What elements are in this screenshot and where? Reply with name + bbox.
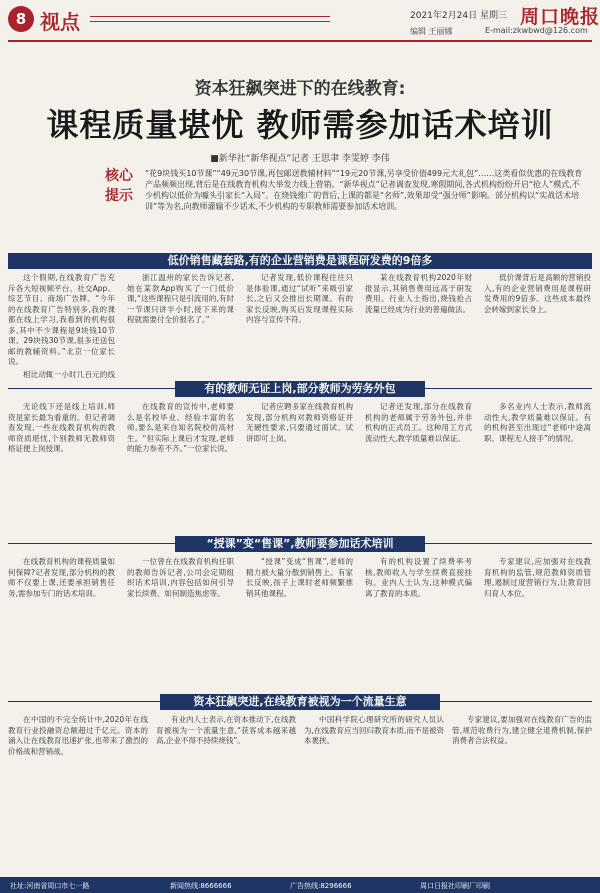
core-tip-text: “花9块钱买10节课”“49元30节课,再包邮送教辅材料”“19元20节课,另享受价值499元大礼包”……这类看似优惠的在线教育产品频频出现,背后是在线教育机构大举发力线上营销。“新华视点”记者调查发现,寒假期间,各式机构纷纷开启“抢人”模式,不少机构以低价为噱头引家长“入局”。在烧钱推广的背后,上课的都是“名师”,效果却受“强分师”影响。部分机构以“实战话术培训”等为名,向教师灌输不少话术,不少机构的专职教师需要参加话术培训。 (145, 169, 583, 211)
section-4-col-3 (304, 715, 444, 873)
section-banner-3: “授课”变“售课”,教师要参加话术培训 (175, 536, 425, 552)
section-3-col-1 (8, 557, 115, 685)
section-3-col-3 (246, 557, 353, 685)
section-2-col-1 (8, 402, 115, 528)
footer-news-hotline: 新闻热线:8666666 (170, 882, 232, 890)
section-3-col-4 (365, 557, 472, 685)
headline-kicker: 资本狂飙突进下的在线教育: (194, 79, 406, 99)
section-1-col-4 (365, 273, 472, 379)
paragraph: 有的机构设置了续费率考核,教师收入与学生续费直接挂钩。业内人士认为,这种模式偏离了教育的本质。 (365, 557, 472, 598)
section-1-col-1 (8, 273, 115, 379)
section-banner-4: 资本狂飙突进,在线教育被视为一个流量生意 (160, 694, 440, 710)
paragraph: 在中国的不完全统计中,2020年在线教育行业投融资总额超过千亿元。资本的涌入让在线教育迅速扩张,也带来了激烈的价格战和营销战。 (8, 715, 148, 756)
paragraph: 记者应聘多家在线教育机构发现,部分机构对教师资格证并无硬性要求,只要通过面试、试讲即可上岗。 (246, 402, 353, 443)
paragraph: 专家建议,要加强对在线教育广告的监管,规范收费行为,建立健全退费机制,保护消费者合法权益。 (452, 715, 592, 745)
footer-bar (0, 877, 600, 893)
paragraph: 低价课背后是高额的营销投入,有的企业营销费用是课程研发费用的9倍多。这些成本最终会转嫁到家长身上。 (484, 273, 591, 314)
editor-email: E-mail:zkwbwd@126.com (485, 26, 588, 35)
section-3-col-2 (127, 557, 234, 685)
byline: ■新华社“新华视点”记者 王思聿 李雯婷 李伟 (210, 154, 390, 164)
footer-ad-hotline: 广告热线:8296666 (290, 882, 352, 890)
section-2-col-2 (127, 402, 234, 528)
footer-printer: 周口日报社印刷厂印刷 (420, 882, 490, 890)
section-4-col-4 (452, 715, 592, 873)
editor-credit: 编辑 王丽娜 (410, 27, 453, 36)
core-tip-label: 核心提示 (105, 168, 133, 204)
section-4-col-1 (8, 715, 148, 873)
section-2-col-4 (365, 402, 472, 528)
section-2-col-5 (484, 402, 591, 528)
section-4-col-2 (156, 715, 296, 873)
paragraph: 某在线教育机构2020年财报显示,其销售费用远高于研发费用。行业人士指出,烧钱抢占流量已经成为行业的普遍做法。 (365, 273, 472, 314)
page-number-badge: 8 (8, 6, 34, 32)
paper-name: 周口晚报 (520, 6, 600, 28)
section-1-col-2 (127, 273, 234, 379)
paragraph: 浙江温州的家长告诉记者,她在某款App购买了一门低价课,“这些课程只是引流用的,有时一节课只讲半小时,接下来的课程就需要付全价报名了。” (127, 273, 234, 324)
paragraph: 记者发现,低价课程往往只是体验课,通过“试听”来吸引家长,之后又会推出长期课。有的家长反映,购买后发现课程实际内容与宣传不符。 (246, 273, 353, 324)
paragraph: 无论线下还是线上培训,师资是家长最为看重的。但记者调查发现,一些在线教育机构的教师资质堪忧,个别教师无教师资格证便上岗授课。 (8, 402, 115, 453)
paragraph: 多名业内人士表示,教师流动性大,教学质量难以保证。有的机构甚至出现过“老师中途离职、课程无人接手”的情况。 (484, 402, 591, 443)
section-name: 视点 (40, 10, 80, 34)
masthead-rule (8, 40, 592, 42)
masthead (0, 0, 600, 62)
section-1-col-3 (246, 273, 353, 379)
paragraph: 记者还发现,部分在线教育机构的老师属于劳务外包,并非机构的正式员工。这种用工方式流动性大,教学质量难以保证。 (365, 402, 472, 443)
issue-date: 2021年2月24日 星期三 (410, 11, 507, 21)
section-banner-2: 有的教师无证上岗,部分教师为劳务外包 (175, 381, 425, 397)
paragraph: 中国科学院心理研究所的研究人员认为,在线教育应当回归教育本质,而不是被资本裹挟。 (304, 715, 444, 745)
section-2-col-3 (246, 402, 353, 528)
paragraph: 有业内人士表示,在资本推动下,在线教育被视为一个流量生意,“获客成本越来越高,企业不得不持续烧钱”。 (156, 715, 296, 745)
paragraph: 专家建议,应加强对在线教育机构的监管,规范教师资质管理,遏制过度营销行为,让教育回归育人本位。 (484, 557, 591, 598)
paragraph: 在线教育的宣传中,老师要么是名校毕业、经验丰富的名师,要么是来自知名院校的高材生。“但实际上课后才发现,老师的能力参差不齐。”一位家长说。 (127, 402, 234, 453)
section-3-col-5 (484, 557, 591, 685)
paragraph: 相比动辄一小时几百元的线 (23, 369, 115, 379)
section-ornament (90, 16, 330, 22)
headline: 课程质量堪忧 教师需参加话术培训 (46, 106, 554, 144)
footer-address: 社址:河南省周口市七一路 (10, 882, 90, 890)
paragraph: 这个假期,在线教育广告充斥各大短视频平台、社交App、综艺节目、商场广告牌。“今年的在线教育广告特别多,我的课都在线上学习,我看到的机构很多,其中不少课程是9块钱10节课、29块钱30节课,很多还送包邮的教辅资料。”北京一位家长说。 (8, 273, 115, 366)
paragraph: 一位曾在在线教育机构任职的教师告诉记者,公司会定期组织话术培训,内容包括如何引导家长续费、如何制造焦虑等。 (127, 557, 234, 598)
section-1-col-5 (484, 273, 591, 379)
paragraph: “授课”变成“售课”,老师的精力被大量分散到销售上。有家长反映,孩子上课时老师频繁推销其他课程。 (246, 557, 353, 598)
section-banner-1: 低价销售藏套路,有的企业营销费是课程研发费的9倍多 (8, 253, 592, 269)
paragraph: 在线教育机构的课程质量如何保障?记者发现,部分机构的教师不仅要上课,还要承担销售任务,需参加专门的话术培训。 (8, 557, 115, 598)
